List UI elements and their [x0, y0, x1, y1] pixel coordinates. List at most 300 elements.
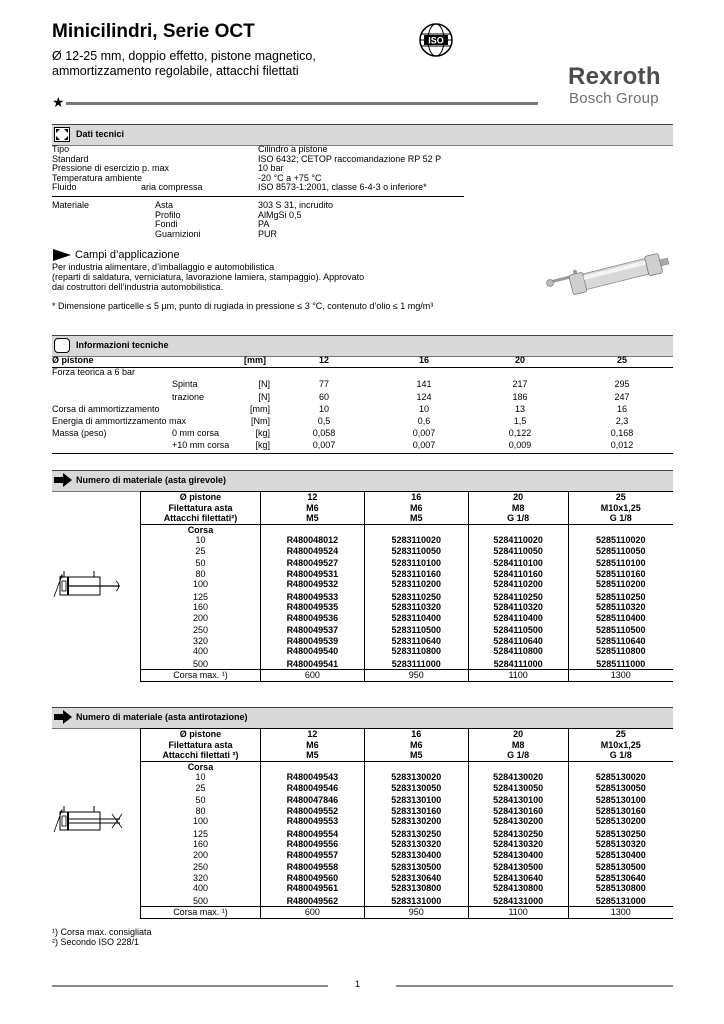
cell-value [260, 761, 364, 772]
info-row-value: 1,5 [513, 416, 527, 426]
info-header-value: 16 [418, 355, 430, 365]
material-part: Asta [155, 200, 174, 210]
cell-value: 5284130100 [468, 793, 568, 806]
cell-value: 5285131000 [568, 894, 673, 907]
cell-value: 5283110100 [364, 556, 468, 569]
cell-value: 5284130800 [468, 883, 568, 894]
section-title: Numero di materiale (asta girevole) [76, 475, 227, 485]
table-row [141, 772, 674, 783]
cell-value: 5283110640 [364, 636, 468, 647]
row-label: 100 [141, 816, 261, 827]
row-label: 80 [141, 806, 261, 817]
campi-line: (reparti di saldatura, verniciatura, lavorazione lamiera, stampaggio). Approvato [52, 272, 365, 282]
cell-value: R480049557 [260, 850, 364, 861]
info-row-unit: [mm] [250, 403, 270, 414]
cell-value: 5285130400 [568, 850, 673, 861]
cell-value: M6 [364, 740, 468, 751]
spec-label: Pressione di esercizio p. max [52, 163, 170, 174]
info-header-value: 20 [514, 355, 526, 365]
info-row-sub: 0 mm corsa [172, 428, 220, 439]
divider [52, 453, 673, 454]
table-row [141, 579, 674, 590]
row-label: 160 [141, 602, 261, 613]
cell-value [364, 524, 468, 535]
row-label: Ø pistone [141, 729, 261, 740]
cell-value: 5285130500 [568, 860, 673, 873]
cell-value: M5 [364, 750, 468, 761]
cell-value [568, 761, 673, 772]
cell-value: R480049527 [260, 556, 364, 569]
cell-value: 5283130100 [364, 793, 468, 806]
rounded-square-icon [54, 338, 70, 353]
table-row [141, 513, 674, 524]
info-header-value: 12 [318, 355, 330, 365]
cell-value: 5284110640 [468, 636, 568, 647]
cell-value: 5285110400 [568, 613, 673, 624]
cell-value: R480049535 [260, 602, 364, 613]
cell-value: 5284110100 [468, 556, 568, 569]
info-header-unit: [mm] [244, 355, 266, 365]
spec-value: ISO 6432; CETOP raccomandazione RP 52 P [258, 153, 442, 164]
row-label: 80 [141, 569, 261, 580]
table-row [141, 883, 674, 894]
cell-value: R480049532 [260, 579, 364, 590]
row-label: 320 [141, 873, 261, 884]
table-row [141, 524, 674, 535]
material-value: 303 S 31, incrudito [258, 200, 334, 210]
cell-value: 5284131000 [468, 894, 568, 907]
cell-value: 20 [468, 729, 568, 740]
info-row-value: 0,007 [412, 428, 436, 439]
cell-value: 5285130050 [568, 783, 673, 794]
cell-value: 12 [260, 492, 364, 503]
info-row-unit: [kg] [255, 428, 270, 439]
cell-value: 5284130640 [468, 873, 568, 884]
info-row-value: 0,009 [508, 440, 532, 451]
cell-value: 5283130050 [364, 783, 468, 794]
cell-value: 20 [468, 492, 568, 503]
info-row-value: 0,007 [312, 440, 336, 451]
cell-value: 16 [364, 729, 468, 740]
cell-value: 5283130400 [364, 850, 468, 861]
material-value: PA [258, 219, 270, 230]
cell-value: 5285110200 [568, 579, 673, 590]
cell-value: 950 [364, 670, 468, 682]
cell-value: 5284130250 [468, 827, 568, 840]
cell-value: R480049554 [260, 827, 364, 840]
cell-value: M8 [468, 740, 568, 751]
row-label: 500 [141, 657, 261, 670]
cell-value: 5285111000 [568, 657, 673, 670]
cell-value: G 1/8 [568, 750, 673, 761]
cell-value: 5285110500 [568, 623, 673, 636]
cell-value: R480049540 [260, 646, 364, 657]
table-row [141, 850, 674, 861]
cell-value [468, 524, 568, 535]
cell-value: G 1/8 [468, 513, 568, 524]
arrow-right-icon [54, 473, 70, 488]
cell-value: 5285130250 [568, 827, 673, 840]
cell-value: 1100 [468, 670, 568, 682]
cell-value: 5284130050 [468, 783, 568, 794]
cell-value: M5 [260, 513, 364, 524]
material-part: Fondi [155, 219, 178, 230]
cell-value: R480049553 [260, 816, 364, 827]
info-row-value: 0,012 [610, 440, 634, 451]
cell-value: 16 [364, 492, 468, 503]
material-part: Profilo [155, 209, 181, 220]
info-row-value: 10 [318, 403, 330, 414]
cell-value: R480048012 [260, 535, 364, 546]
section-dati-tecnici [52, 124, 673, 146]
cell-value: 5283110800 [364, 646, 468, 657]
info-row-value: 60 [318, 391, 330, 402]
cell-value: 5285130320 [568, 839, 673, 850]
campi-line: dai costruttori dell’industria automobilistica. [52, 282, 224, 292]
cell-value: R480049539 [260, 636, 364, 647]
cell-value: 5283110400 [364, 613, 468, 624]
cell-value: 5284110400 [468, 613, 568, 624]
spec-value: 10 bar [258, 163, 284, 174]
row-label: Filettatura asta [141, 740, 261, 751]
cell-value: 5283110500 [364, 623, 468, 636]
section-title: Informazioni tecniche [76, 340, 169, 350]
info-row-value: 13 [514, 403, 526, 414]
cell-value: 5283130500 [364, 860, 468, 873]
cell-value: M6 [260, 740, 364, 751]
info-row-value: 217 [512, 379, 528, 390]
info-row-value: 186 [512, 391, 528, 402]
info-row-sub: trazione [172, 391, 205, 402]
cell-value: 5284130160 [468, 806, 568, 817]
table-row [141, 646, 674, 657]
cell-value: M5 [260, 750, 364, 761]
cell-value: 5284110200 [468, 579, 568, 590]
cell-value: R480049560 [260, 873, 364, 884]
table-row [141, 546, 674, 557]
row-label: 160 [141, 839, 261, 850]
info-row-value: 295 [614, 379, 630, 390]
row-label: 10 [141, 535, 261, 546]
info-row-value: 0,168 [610, 428, 634, 439]
cell-value: 5284110800 [468, 646, 568, 657]
footer-rule-right [396, 985, 673, 987]
row-label: Attacchi filettati²) [141, 513, 261, 524]
table-row [141, 750, 674, 761]
cell-value: 5283130250 [364, 827, 468, 840]
cell-value: 5284130200 [468, 816, 568, 827]
cell-value: R480047846 [260, 793, 364, 806]
info-row-value: 0,5 [317, 416, 331, 426]
table-row [141, 636, 674, 647]
table-row [141, 907, 674, 919]
row-label: Ø pistone [141, 492, 261, 503]
footnote-1: ¹) Corsa max. consigliata [52, 927, 152, 937]
cell-value: 5284130500 [468, 860, 568, 873]
cell-value: 5284110500 [468, 623, 568, 636]
cell-value: 5283110200 [364, 579, 468, 590]
cell-value: 5285110320 [568, 602, 673, 613]
row-label: Corsa [141, 524, 261, 535]
section-title: Dati tecnici [76, 129, 125, 139]
table-row [141, 894, 674, 907]
spec-value: Cilindro a pistone [258, 144, 328, 154]
table-row [141, 670, 674, 682]
page-title: Minicilindri, Serie OCT [52, 21, 255, 42]
spec-label: Tipo [52, 144, 70, 154]
cell-value: 1300 [568, 907, 673, 919]
cell-value: 950 [364, 907, 468, 919]
info-row-sub: Spinta [172, 379, 198, 390]
row-label: 25 [141, 546, 261, 557]
info-row-unit: [N] [258, 379, 270, 390]
cell-value: 5285110050 [568, 546, 673, 557]
cell-value: 5284110050 [468, 546, 568, 557]
cell-value: 5283110250 [364, 590, 468, 603]
cylinder-symbol-icon [52, 567, 124, 610]
cell-value: M10x1,25 [568, 740, 673, 751]
cell-value: 5283110020 [364, 535, 468, 546]
info-row-value: 247 [614, 391, 630, 402]
material-label: Materiale [52, 200, 90, 210]
cell-value: 600 [260, 907, 364, 919]
cell-value [568, 524, 673, 535]
cell-value: R480049531 [260, 569, 364, 580]
row-label: 25 [141, 783, 261, 794]
cell-value: R480049533 [260, 590, 364, 603]
cell-value: 5283110160 [364, 569, 468, 580]
table-row [141, 806, 674, 817]
cell-value: M10x1,25 [568, 503, 673, 514]
spec-label: Standard [52, 153, 89, 164]
table-row [141, 816, 674, 827]
table-row [141, 873, 674, 884]
cell-value: R480049524 [260, 546, 364, 557]
section-informazioni [52, 335, 673, 357]
table-row [141, 839, 674, 850]
cell-value: 5284110320 [468, 602, 568, 613]
row-label: 250 [141, 860, 261, 873]
info-row-unit: [kg] [255, 440, 270, 451]
cell-value: M8 [468, 503, 568, 514]
cell-value: 5283130200 [364, 816, 468, 827]
table-row [141, 535, 674, 546]
row-label: 50 [141, 556, 261, 569]
cell-value: R480049546 [260, 783, 364, 794]
cell-value: 5283110320 [364, 602, 468, 613]
table-row [141, 602, 674, 613]
row-label: Corsa [141, 761, 261, 772]
cell-value: 5283111000 [364, 657, 468, 670]
cell-value: 5285130800 [568, 883, 673, 894]
table-row [141, 503, 674, 514]
section-title: Numero di materiale (asta antirotazione) [76, 712, 248, 722]
info-row-label: Corsa di ammortizzamento [52, 403, 160, 414]
cell-value: 5285130100 [568, 793, 673, 806]
spec-sub: aria compressa [141, 182, 203, 193]
table-row [141, 590, 674, 603]
cell-value: 25 [568, 729, 673, 740]
info-row-value: 77 [318, 379, 330, 390]
row-label: Corsa max. ¹) [141, 907, 261, 919]
table-row [141, 729, 674, 740]
header-rule [66, 102, 538, 105]
cell-value: G 1/8 [568, 513, 673, 524]
row-label: 500 [141, 894, 261, 907]
info-row-label: Energia di ammortizzamento max [52, 416, 187, 426]
campi-note: * Dimensione particelle ≤ 5 µm, punto di rugiada in pressione ≤ 3 °C, contenuto d’olio ≤ 1 mg/m³ [52, 301, 434, 311]
material-number-table [140, 491, 673, 682]
material-number-table [140, 728, 673, 919]
cell-value: 5285130640 [568, 873, 673, 884]
cell-value: 600 [260, 670, 364, 682]
section-girevole [52, 470, 673, 492]
cell-value [364, 761, 468, 772]
table-row [141, 783, 674, 794]
table-row [141, 761, 674, 772]
table-row [141, 793, 674, 806]
info-row-value: 10 [418, 403, 430, 414]
cell-value: G 1/8 [468, 750, 568, 761]
spec-label: Temperatura ambiente [52, 172, 143, 183]
row-label: 10 [141, 772, 261, 783]
row-label: 200 [141, 850, 261, 861]
row-label: 100 [141, 579, 261, 590]
cell-value: 5283130640 [364, 873, 468, 884]
spec-value: -20 °C a +75 °C [258, 172, 322, 183]
row-label: Attacchi filettati ²) [141, 750, 261, 761]
material-part: Guarnizioni [155, 228, 201, 239]
cell-value: 5285110100 [568, 556, 673, 569]
brand-subtitle: Bosch Group [569, 90, 659, 107]
table-row [141, 492, 674, 503]
cell-value: 1300 [568, 670, 673, 682]
divider [52, 367, 673, 368]
cell-value: 5283130020 [364, 772, 468, 783]
cell-value: 5284130400 [468, 850, 568, 861]
campi-line: Per industria alimentare, d’imballaggio e automobilistica [52, 262, 275, 272]
row-label: 200 [141, 613, 261, 624]
material-value: PUR [258, 228, 278, 239]
info-row-value: 0,058 [312, 428, 336, 439]
divider [52, 196, 464, 197]
page-number: 1 [355, 979, 361, 989]
cell-value: 5285110640 [568, 636, 673, 647]
table-row [141, 569, 674, 580]
cell-value: 12 [260, 729, 364, 740]
row-label: 320 [141, 636, 261, 647]
arrow-right-icon [54, 710, 70, 725]
cell-value: R480049562 [260, 894, 364, 907]
cylinder-symbol-icon [52, 802, 124, 845]
info-header-label: Ø pistone [52, 355, 94, 365]
info-row-value: 124 [416, 391, 432, 402]
cell-value: 25 [568, 492, 673, 503]
section-antirotazione [52, 707, 673, 729]
cell-value: 5285110020 [568, 535, 673, 546]
cylinder-image [538, 252, 674, 311]
cell-value [260, 524, 364, 535]
info-row-value: 0,122 [508, 428, 532, 439]
cell-value: 5284110160 [468, 569, 568, 580]
cell-value: 5284130020 [468, 772, 568, 783]
table-row [141, 740, 674, 751]
material-value: AlMgSi 0,5 [258, 209, 302, 220]
cell-value: 5283110050 [364, 546, 468, 557]
table-row [141, 860, 674, 873]
cell-value: R480049536 [260, 613, 364, 624]
info-row-value: 16 [616, 403, 628, 414]
row-label: 250 [141, 623, 261, 636]
info-row-value: 2,3 [615, 416, 629, 426]
cell-value: 5285110800 [568, 646, 673, 657]
info-header-value: 25 [616, 355, 628, 365]
cell-value: 5283130160 [364, 806, 468, 817]
cell-value: R480049552 [260, 806, 364, 817]
cell-value: M5 [364, 513, 468, 524]
cell-value: 5285130020 [568, 772, 673, 783]
cell-value: 5285110250 [568, 590, 673, 603]
cell-value: 5285130200 [568, 816, 673, 827]
cell-value: R480049558 [260, 860, 364, 873]
table-row [141, 827, 674, 840]
table-row [141, 657, 674, 670]
info-row-unit: [Nm] [251, 416, 270, 426]
info-row-unit: [N] [258, 391, 270, 402]
row-label: Filettatura asta [141, 503, 261, 514]
row-label: Corsa max. ¹) [141, 670, 261, 682]
cell-value: 5284110020 [468, 535, 568, 546]
cell-value: 5285130160 [568, 806, 673, 817]
cell-value: 5284111000 [468, 657, 568, 670]
cell-value: R480049556 [260, 839, 364, 850]
footnote-2: ²) Secondo ISO 228/1 [52, 937, 140, 947]
spec-label: Fluido [52, 182, 77, 193]
cell-value: R480049561 [260, 883, 364, 894]
cell-value: 5283130320 [364, 839, 468, 850]
cell-value: M6 [260, 503, 364, 514]
campi-title: Campi d’applicazione [75, 249, 180, 261]
cell-value: 5284130320 [468, 839, 568, 850]
cell-value: R480049543 [260, 772, 364, 783]
info-row-value: 0,007 [412, 440, 436, 451]
cell-value: R480049537 [260, 623, 364, 636]
cell-value: 5283130800 [364, 883, 468, 894]
row-label: 400 [141, 646, 261, 657]
iso-logo-text: ISO [428, 35, 444, 46]
table-row [141, 556, 674, 569]
row-label: 125 [141, 827, 261, 840]
iso-logo-icon [418, 22, 454, 58]
star-icon: ★ [52, 94, 65, 110]
cell-value [468, 761, 568, 772]
arrows-icon [54, 127, 70, 142]
row-label: 50 [141, 793, 261, 806]
cell-value: 5284110250 [468, 590, 568, 603]
cell-value: M6 [364, 503, 468, 514]
cell-value: R480049541 [260, 657, 364, 670]
brand-logo: Rexroth [568, 63, 661, 90]
info-row-label: Massa (peso) [52, 428, 107, 439]
table-row [141, 623, 674, 636]
info-row-value: 141 [416, 379, 432, 390]
cell-value: 1100 [468, 907, 568, 919]
cell-value: 5285110160 [568, 569, 673, 580]
row-label: 125 [141, 590, 261, 603]
force-label: Forza teorica a 6 bar [52, 367, 136, 378]
page-subtitle: Ø 12-25 mm, doppio effetto, pistone magnetico, ammortizzamento regolabile, attacchi filettati [52, 49, 316, 78]
row-label: 400 [141, 883, 261, 894]
